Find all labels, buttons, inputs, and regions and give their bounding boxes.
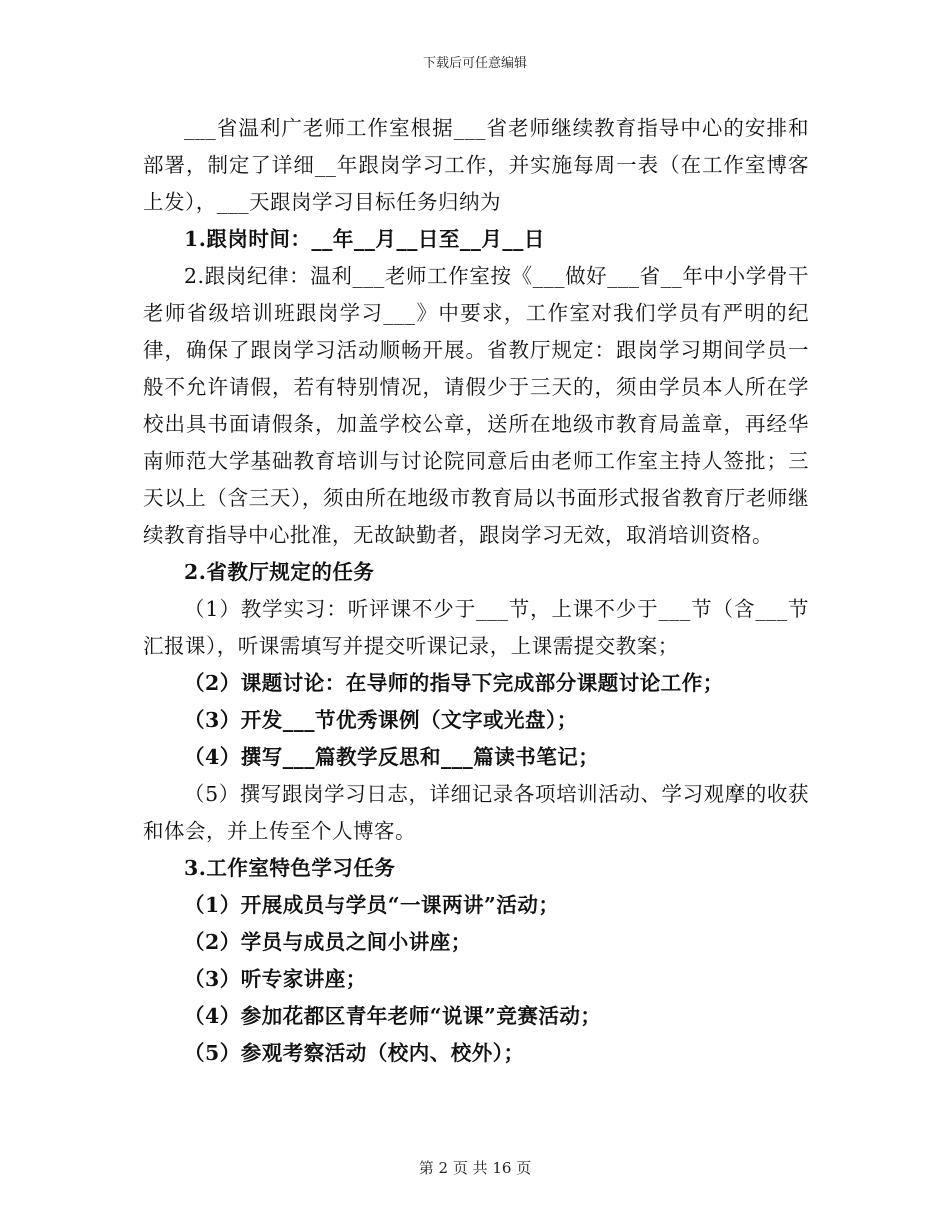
intro-paragraph: ___省温利广老师工作室根据___省老师继续教育指导中心的安排和部署，制定了详细__年跟岗学习工作，并实施每周一表（在工作室博客上发），___天跟岗学习目标任务归纳为 <box>143 116 809 214</box>
section-schedule-heading: 1.跟岗时间：__年__月__日至__月__日 <box>184 227 545 251</box>
special-item-5: （5）参观考察活动（校内、校外）； <box>184 1041 525 1065</box>
task-item-1: （1）教学实习：听评课不少于___节，上课不少于___节（含___节汇报课），听课需填写并提交听课记录，上课需提交教案； <box>143 597 809 658</box>
page-header: 下载后可任意编辑 <box>422 56 527 71</box>
section-special-heading: 3.工作室特色学习任务 <box>184 856 396 880</box>
task-item-2: （2）课题讨论：在导师的指导下完成部分课题讨论工作； <box>184 671 724 695</box>
task-item-3: （3）开发___节优秀课例（文字或光盘）； <box>184 708 578 732</box>
section-tasks-heading: 2.省教厅规定的任务 <box>184 560 375 584</box>
special-item-1: （1）开展成员与学员“一课两讲”活动； <box>184 893 560 917</box>
discipline-paragraph: 2.跟岗纪律：温利___老师工作室按《___做好___省__年中小学骨干老师省级培训班跟岗学习___》中要求，工作室对我们学员有严明的纪律，确保了跟岗学习活动顺畅开展。省教厅规定：跟岗学习期间学员一般不允许请假，若有特别情况，请假少于三天的，须由学员本人所在学校出具书面请假条，加盖学校公章，送所在地级市教育局盖章，再经华南师范大学基础教育培训与讨论院同意后由老师工作室主持人签批；三天以上（含三天），须由所在地级市教育局以书面形式报省教育厅老师继续教育指导中心批准，无故缺勤者，跟岗学习无效，取消培训资格。 <box>143 264 809 547</box>
special-item-3: （3）听专家讲座； <box>184 967 367 991</box>
task-item-4: （4）撰写___篇教学反思和___篇读书笔记； <box>184 745 600 769</box>
special-item-2: （2）学员与成员之间小讲座； <box>184 930 472 954</box>
special-item-4: （4）参加花都区青年老师“说课”竞赛活动； <box>184 1004 602 1028</box>
task-item-5: （5）撰写跟岗学习日志，详细记录各项培训活动、学习观摩的收获和体会，并上传至个人博客。 <box>143 782 809 843</box>
page-footer: 第 2 页 共 16 页 <box>418 1159 532 1177</box>
document-body <box>143 110 809 1072</box>
